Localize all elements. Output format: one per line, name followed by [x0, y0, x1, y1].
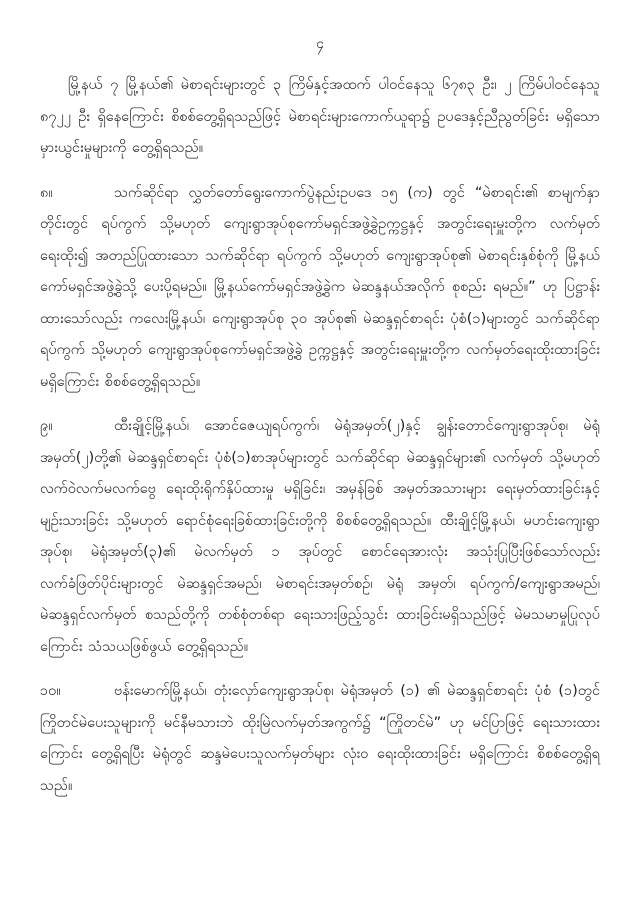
paragraph-continued [40, 70, 600, 165]
paragraph-text: မြို့နယ် ၇ မြို့နယ်၏ မဲစာရင်းများတွင် ၃ ကြိမ်နှင့်အထက် ပါဝင်နေသူ ၆၇၈၃ ဦး၊ ၂ ကြိမ်ပါဝင်နေသူ ၈၇၂၂ ဦး ရှိနေကြောင်း စိစစ်တွေ့ရှိရသည်ဖြင့် မဲစာရင်းများကောက်ယူရာ၌ ဥပဒေနှင့်ညီညွတ်ခြင်း မရှိသော မှားယွင်းမှုများကို တွေ့ရှိရသည်။ [40, 77, 600, 156]
paragraph-number: ၁၀။ [40, 683, 61, 699]
page-number: ၄ [316, 36, 324, 52]
paragraph-9 [40, 411, 600, 663]
paragraph-text: သက်ဆိုင်ရာ လွှတ်တော်ရွေးကောက်ပွဲနည်းဥပဒေ ၁၅ (က) တွင် “မဲစာရင်း၏ စာမျက်နှာ တိုင်းတွင် ရပ်ကွက် သို့မဟုတ် ကျေးရွာအုပ်စုကော်မရှင်အဖွဲ့ခွဲဥက္ကဋ္ဌနှင့် အတွင်းရေးမှူးတို့က လက်မှတ် ရေးထိုး၍ အတည်ပြုထားသော သက်ဆိုင်ရာ ရပ်ကွက် သို့မဟုတ် ကျေးရွာအုပ်စု၏ မဲစာရင်းနှစ်စုံကို မြို့နယ်ကော်မရှင်အဖွဲ့ခွဲသို့ ပေးပို့ရမည်။ မြို့နယ်ကော်မရှင်အဖွဲ့ခွဲက မဲဆန္ဒနယ်အလိုက် စုစည်း ရမည်။” ဟု ပြဋ္ဌာန်းထားသော်လည်း ကလေးမြို့နယ်၊ ကျေးရွာအုပ်စု ၃၀ အုပ်စု၏ မဲဆန္ဒရှင်စာရင်း ပုံစံ(၁)များတွင် သက်ဆိုင်ရာ ရပ်ကွက် သို့မဟုတ် ကျေးရွာအုပ်စုကော်မရှင်အဖွဲ့ခွဲ ဥက္ကဋ္ဌနှင့် အတွင်းရေးမှူးတို့က လက်မှတ်ရေးထိုးထားခြင်းမရှိကြောင်း စိစစ်တွေ့ရှိရသည်။ [40, 184, 600, 390]
paragraph-10 [40, 676, 600, 802]
paragraph-text: ထီးချိုင့်မြို့နယ်၊ အောင်ဇေယျရပ်ကွက်၊ မဲရုံအမှတ်(၂)နှင့် ချွန်းတောင်ကျေးရွာအုပ်စု၊ မဲရုံ အမှတ်(၂)တို့၏ မဲဆန္ဒရှင်စာရင်း ပုံစံ(၁)စာအုပ်များတွင် သက်ဆိုင်ရာ မဲဆန္ဒရှင်များ၏ လက်မှတ် သို့မဟုတ် လက်ဝဲလက်မလက်ဗွေ ရေးထိုးရိုက်နှိပ်ထားမှု မရှိခြင်း၊ အမှန်ခြစ် အမှတ်အသားများ ရေးမှတ်ထားခြင်းနှင့် မျဉ်းသားခြင်း သို့မဟုတ် ရောင်စုံရေးခြစ်ထားခြင်းတို့ကို စိစစ်တွေ့ရှိရသည်။ ထီးချိုင့်မြို့နယ်၊ မဟင်းကျေးရွာအုပ်စု၊ မဲရုံအမှတ်(၃)၏ မဲလက်မှတ် ၁ အုပ်တွင် စောင်ရေအားလုံး အသုံးပြုပြီးဖြစ်သော်လည်း လက်ခံဖြတ်ပိုင်းများတွင် မဲဆန္ဒရှင်အမည်၊ မဲစာရင်းအမှတ်စဉ်၊ မဲရုံ အမှတ်၊ ရပ်ကွက်/ကျေးရွာအမည်၊ မဲဆန္ဒရှင်လက်မှတ် စသည်တို့ကို တစ်စုံတစ်ရာ ရေးသားဖြည့်သွင်း ထားခြင်းမရှိသည်ဖြင့် မဲမသမာမှုပြုလုပ်ကြောင်း သံသယဖြစ်ဖွယ် တွေ့ရှိရသည်။ [40, 418, 600, 655]
paragraph-8 [40, 178, 600, 399]
paragraph-number: ၈။ [40, 184, 53, 201]
paragraph-text: ဗန်းမောက်မြို့နယ်၊ တုံးလှော်ကျေးရွာအုပ်စု၊ မဲရုံအမှတ် (၁) ၏ မဲဆန္ဒရှင်စာရင်း ပုံစံ (၁)တွင် ကြိုတင်မဲပေးသူများကို မင်နီမသားဘဲ ထိုးမြဲလက်မှတ်အကွက်၌ “ကြိုတင်မဲ” ဟု မင်ပြာဖြင့် ရေးသားထားကြောင်း တွေ့ရှိရပြီး မဲရုံတွင် ဆန္ဒမဲပေးသူလက်မှတ်များ လုံးဝ ရေးထိုးထားခြင်း မရှိကြောင်း စိစစ်တွေ့ရှိရသည်။ [40, 683, 600, 794]
paragraph-number: ၉။ [40, 418, 53, 434]
